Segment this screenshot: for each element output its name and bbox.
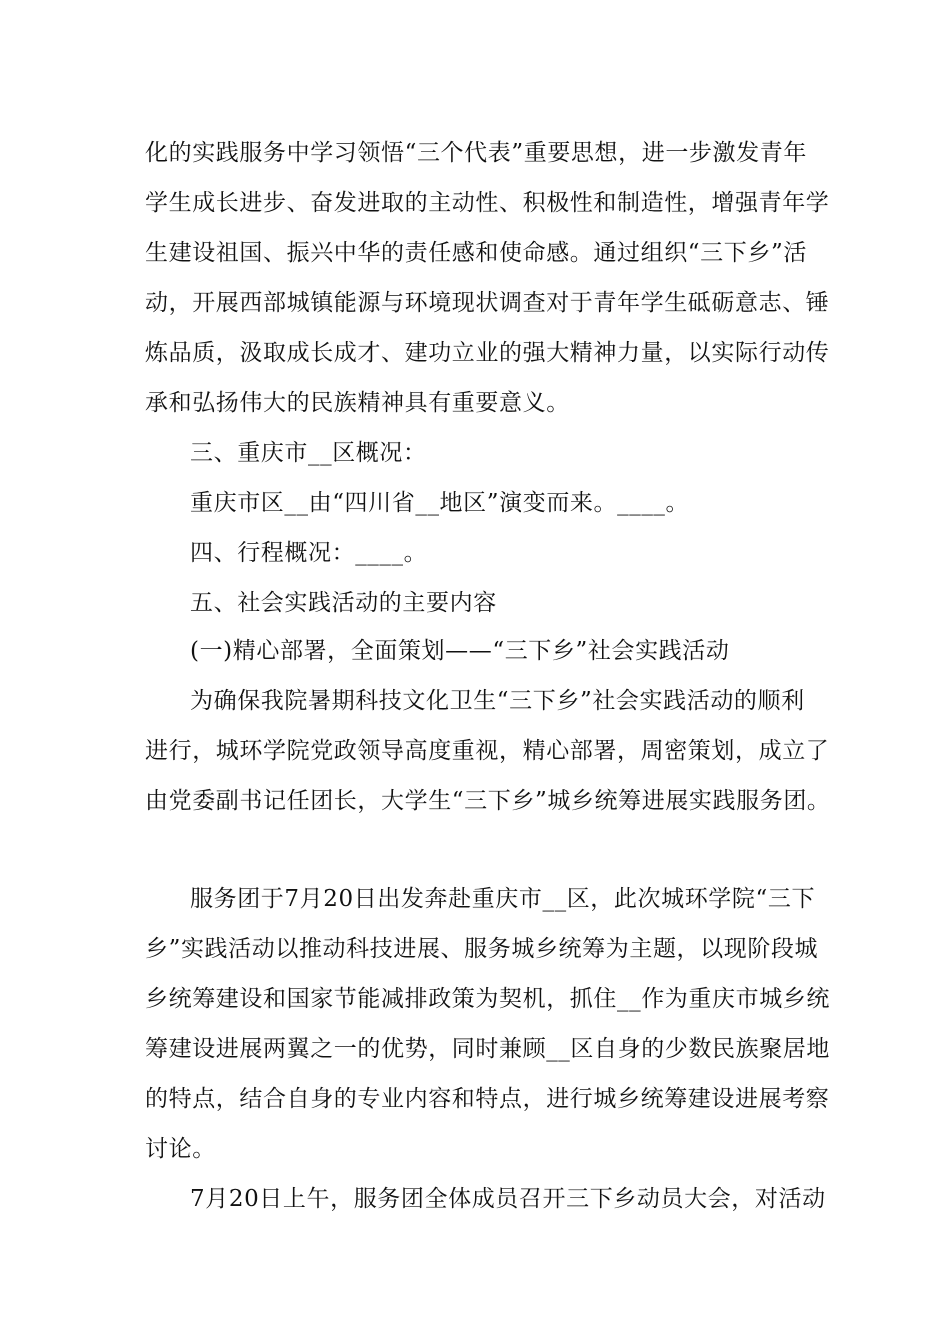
text-line: 为确保我院暑期科技文化卫生“三下乡”社会实践活动的顺利 [190,688,805,714]
section-heading: 四、行程概况：____。 [190,540,428,566]
text-line: 由党委副书记任团长，大学生“三下乡”城乡统筹进展实践服务团。 [145,788,831,814]
text-line: 7月20日上午，服务团全体成员召开三下乡动员大会，对活动 [190,1186,826,1212]
text-line: 重庆市区__由“四川省__地区”演变而来。____。 [190,490,690,516]
text-line: 乡统筹建设和国家节能减排政策为契机，抓住__作为重庆市城乡统 [145,986,830,1012]
section-heading: 三、重庆市__区概况： [190,440,427,466]
subsection-heading: (一)精心部署，全面策划——“三下乡”社会实践活动 [190,638,730,664]
text-line: 进行，城环学院党政领导高度重视，精心部署，周密策划，成立了 [145,738,830,764]
text-line: 承和弘扬伟大的民族精神具有重要意义。 [145,390,570,416]
text-line: 学生成长进步、奋发进取的主动性、积极性和制造性，增强青年学 [145,190,830,216]
text-line: 乡”实践活动以推动科技进展、服务城乡统筹为主题，以现阶段城 [145,936,819,962]
section-heading: 五、社会实践活动的主要内容 [190,590,497,616]
text-line: 动，开展西部城镇能源与环境现状调查对于青年学生砥砺意志、锤 [145,290,830,316]
text-line: 服务团于7月20日出发奔赴重庆市__区，此次城环学院“三下 [190,886,816,912]
text-line: 的特点，结合自身的专业内容和特点，进行城乡统筹建设进展考察 [145,1086,830,1112]
text-line: 讨论。 [145,1136,216,1162]
text-line: 炼品质，汲取成长成才、建功立业的强大精神力量，以实际行动传 [145,340,830,366]
text-line: 筹建设进展两翼之一的优势，同时兼顾__区自身的少数民族聚居地 [145,1036,830,1062]
text-line: 生建设祖国、振兴中华的责任感和使命感。通过组织“三下乡”活 [145,240,807,266]
text-line: 化的实践服务中学习领悟“三个代表”重要思想，进一步激发青年 [145,140,807,166]
